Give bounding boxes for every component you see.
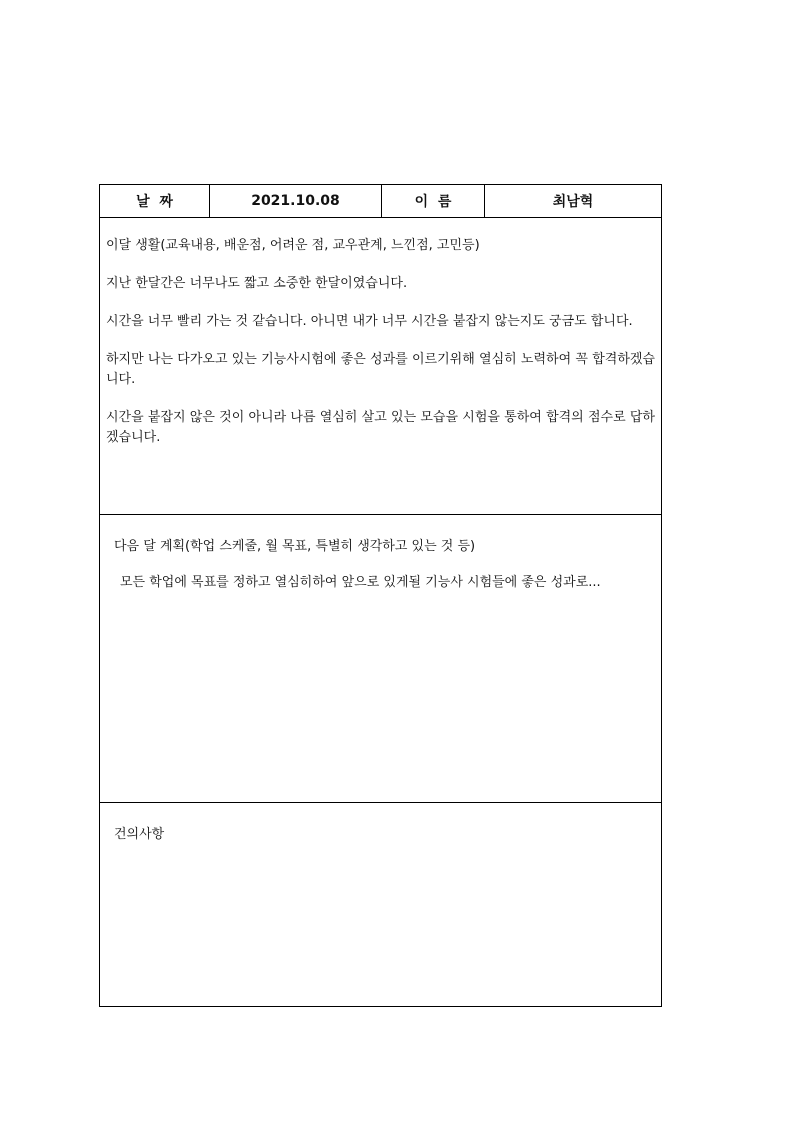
suggestions-title: 건의사항 (114, 827, 165, 842)
header-row (100, 185, 661, 218)
date-label: 날 짜 (100, 185, 210, 217)
monthly-life-paragraph: 시간을 너무 빨리 가는 것 같습니다. 아니면 내가 너무 시간을 붙잡지 않는지도 궁금도 합니다. (106, 314, 633, 329)
name-value: 최남혁 (552, 194, 594, 210)
name-label: 이 름 (382, 185, 485, 217)
monthly-life-section (100, 218, 661, 515)
monthly-life-paragraph: 시간을 붙잡지 않은 것이 아니라 나름 열심히 살고 있는 모습을 시험을 통하여 합격의 점수로 답하겠습니다. (106, 410, 655, 445)
monthly-life-title: 이달 생활(교육내용, 배운점, 어려운 점, 교우관계, 느낀점, 고민등) (106, 238, 480, 253)
suggestions-section (100, 803, 661, 1006)
next-month-section (100, 515, 661, 803)
monthly-life-paragraph: 하지만 나는 다가오고 있는 기능사시험에 좋은 성과를 이르기위해 열심히 노력하여 꼭 합격하겠습니다. (106, 352, 655, 387)
monthly-life-paragraph: 지난 한달간은 너무나도 짧고 소중한 한달이였습니다. (106, 276, 408, 291)
monthly-report-form (99, 184, 662, 1007)
next-month-title: 다음 달 계획(학업 스케줄, 월 목표, 특별히 생각하고 있는 것 등) (114, 539, 476, 554)
date-value: 2021.10.08 (210, 185, 382, 217)
next-month-body: 모든 학업에 목표를 정하고 열심히하여 앞으로 있게될 기능사 시험들에 좋은 성과로... (120, 575, 601, 590)
